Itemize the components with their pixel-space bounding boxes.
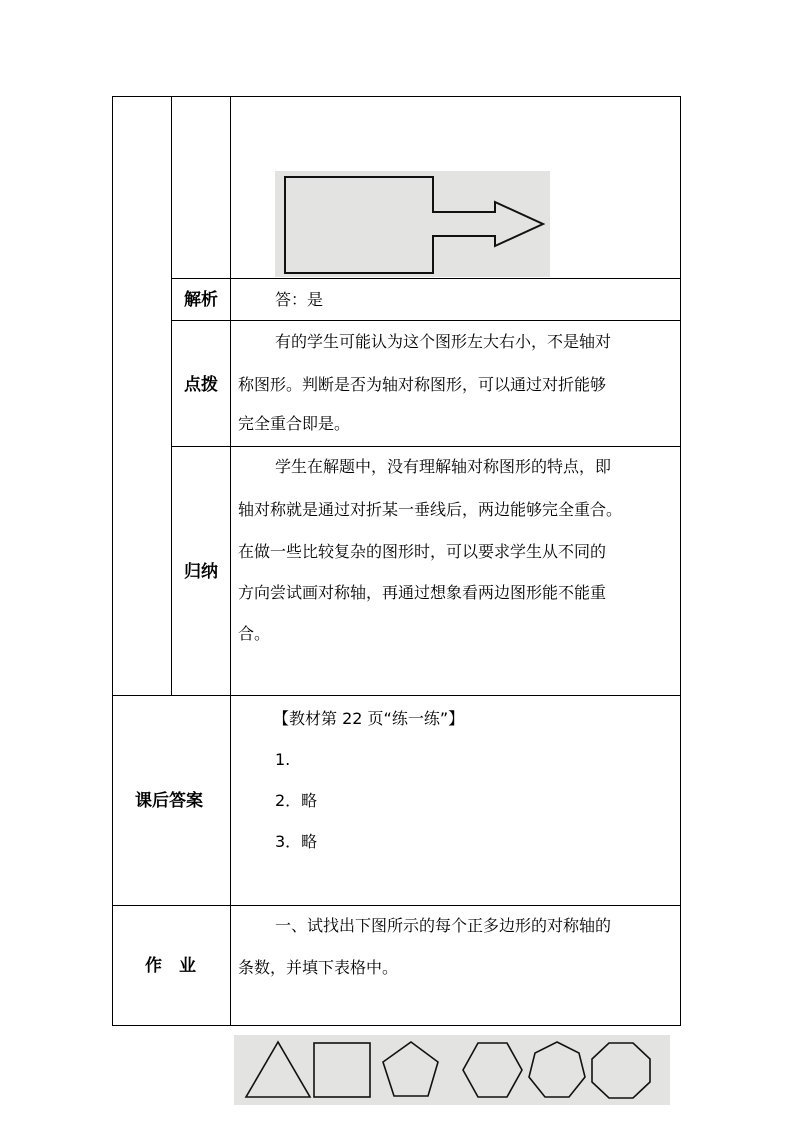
guina-line: 学生在解题中，没有理解轴对称图形的特点，即	[275, 457, 612, 476]
octagon-icon	[592, 1043, 650, 1098]
jiexi-answer: 答：是	[275, 290, 324, 309]
column-divider	[230, 96, 231, 1026]
row-divider	[171, 320, 681, 321]
table-border-right	[680, 96, 681, 1026]
row-divider	[112, 905, 681, 906]
polygons-figure-photo	[234, 1035, 670, 1105]
dianbo-label: 点拨	[184, 375, 218, 395]
heptagon-icon	[529, 1042, 585, 1097]
arrow-figure-photo	[275, 171, 550, 277]
answers-header: 【教材第 22 页“练一练”】	[273, 709, 465, 728]
guina-line: 方向尝试画对称轴，再通过想象看两边图形能不能重	[238, 583, 607, 602]
arrow-shape-icon	[275, 171, 550, 277]
row-divider	[171, 446, 681, 447]
table-border-left	[112, 96, 113, 1026]
polygons-figure	[234, 1035, 670, 1105]
jiexi-label: 解析	[184, 290, 218, 310]
square-icon	[314, 1043, 370, 1097]
homework-line: 条数，并填下表格中。	[238, 958, 399, 977]
hexagon-icon	[463, 1043, 522, 1097]
row-divider	[171, 278, 681, 279]
dianbo-line: 有的学生可能认为这个图形左大右小，不是轴对	[275, 332, 612, 351]
guina-line: 轴对称就是通过对折某一垂线后，两边能够完全重合。	[238, 500, 623, 519]
answer-item: 2．略	[275, 791, 318, 810]
pentagon-icon	[383, 1042, 438, 1096]
homework-line: 一、试找出下图所示的每个正多边形的对称轴的	[275, 916, 612, 935]
triangle-icon	[246, 1042, 310, 1097]
table-border-top	[112, 96, 681, 97]
dianbo-line: 称图形。判断是否为轴对称图形，可以通过对折能够	[238, 375, 607, 394]
dianbo-line: 完全重合即是。	[238, 414, 351, 433]
row-divider	[112, 695, 681, 696]
column-divider	[171, 96, 172, 696]
guina-line: 在做一些比较复杂的图形时，可以要求学生从不同的	[238, 542, 607, 561]
answer-item: 1.	[275, 750, 291, 769]
guina-line: 合。	[238, 624, 271, 643]
answer-item: 3．略	[275, 832, 318, 851]
answers-label: 课后答案	[135, 791, 203, 811]
table-border-bottom	[112, 1025, 681, 1026]
guina-label: 归纳	[184, 562, 218, 582]
homework-label: 作 业	[145, 956, 196, 976]
